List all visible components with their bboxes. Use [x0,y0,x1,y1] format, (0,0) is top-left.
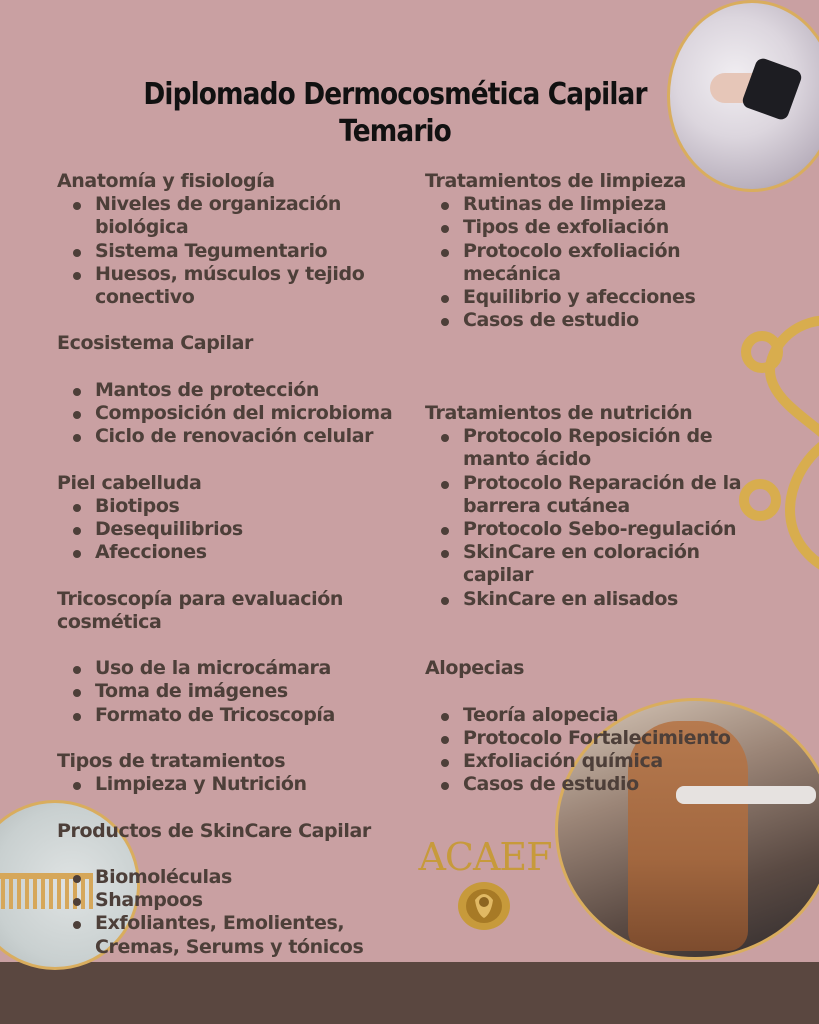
brush-shape [741,56,804,121]
list-item: Protocolo Fortalecimiento [463,727,765,750]
list-item: Sistema Tegumentario [95,240,417,263]
section-title: Tricoscopía para evaluación cosmética [57,587,343,633]
topic-list [57,495,417,565]
topic-list [57,379,417,449]
list-item: Protocolo Sebo-regulación [463,518,755,541]
section-title: Tratamientos de limpieza [425,170,686,192]
title-line-1: Diplomado Dermocosmética Capilar [143,77,647,112]
section-title: Piel cabelluda [57,471,202,494]
right-column [425,170,765,796]
list-item: Huesos, músculos y tejido conectivo [95,263,417,309]
list-item: Biomoléculas [95,866,417,889]
list-item: Casos de estudio [463,773,765,796]
topic-list [57,866,417,959]
list-item: Shampoos [95,889,417,912]
list-item: Toma de imágenes [95,680,417,703]
list-item: Teoría alopecia [463,704,765,727]
list-item: Composición del microbioma [95,402,417,425]
list-item: Mantos de protección [95,379,417,402]
list-item: Protocolo Reposición de manto ácido [463,425,755,471]
section-title: Ecosistema Capilar [57,332,254,355]
section-title: Tratamientos de nutrición [425,402,693,425]
list-item: Tipos de exfoliación [463,216,765,239]
section-nutricion [425,402,765,611]
topic-list [57,193,417,309]
topic-list [425,425,765,611]
list-item: Afecciones [95,541,417,564]
section-tipos [57,750,417,796]
list-item: Biotipos [95,495,417,518]
list-item: Desequilibrios [95,518,417,541]
list-item: SkinCare en alisados [463,588,755,611]
list-item: Protocolo Reparación de la barrera cutánea [463,472,755,518]
list-item: Equilibrio y afecciones [463,286,765,309]
section-title: Anatomía y fisiología [57,170,275,192]
list-item: Protocolo exfoliación mecánica [463,240,765,286]
topic-list [57,773,417,796]
list-item: Rutinas de limpieza [463,193,765,216]
section-title: Alopecias [425,657,525,680]
title-line-2: Temario [339,114,451,149]
section-title: Productos de SkinCare Capilar [57,819,371,842]
section-alopecias [425,657,765,796]
section-limpieza [425,170,765,332]
topic-list [425,704,765,797]
list-item: Niveles de organización biológica [95,193,417,239]
section-piel [57,472,417,565]
list-item: Limpieza y Nutrición [95,773,417,796]
brand-logo: ACAEF [418,835,552,879]
list-item: Uso de la microcámara [95,657,417,680]
list-item: Exfoliantes, Emolientes, Cremas, Serums y tónicos [95,912,417,958]
list-item: Formato de Tricoscopía [95,704,417,727]
list-item: Ciclo de renovación celular [95,425,417,448]
list-item: SkinCare en coloración capilar [463,541,755,587]
section-productos [57,820,417,959]
list-item: Exfoliación química [463,750,765,773]
topic-list [57,657,417,727]
page-title [100,76,690,150]
left-column [57,170,417,959]
list-item: Casos de estudio [463,309,765,332]
brand-emblem-icon [455,880,513,932]
section-title: Tipos de tratamientos [57,749,286,772]
section-ecosistema [57,332,417,448]
topic-list [425,193,765,332]
footer-bar [0,962,819,1024]
section-tricoscopia [57,588,417,727]
section-anatomia [57,170,417,309]
